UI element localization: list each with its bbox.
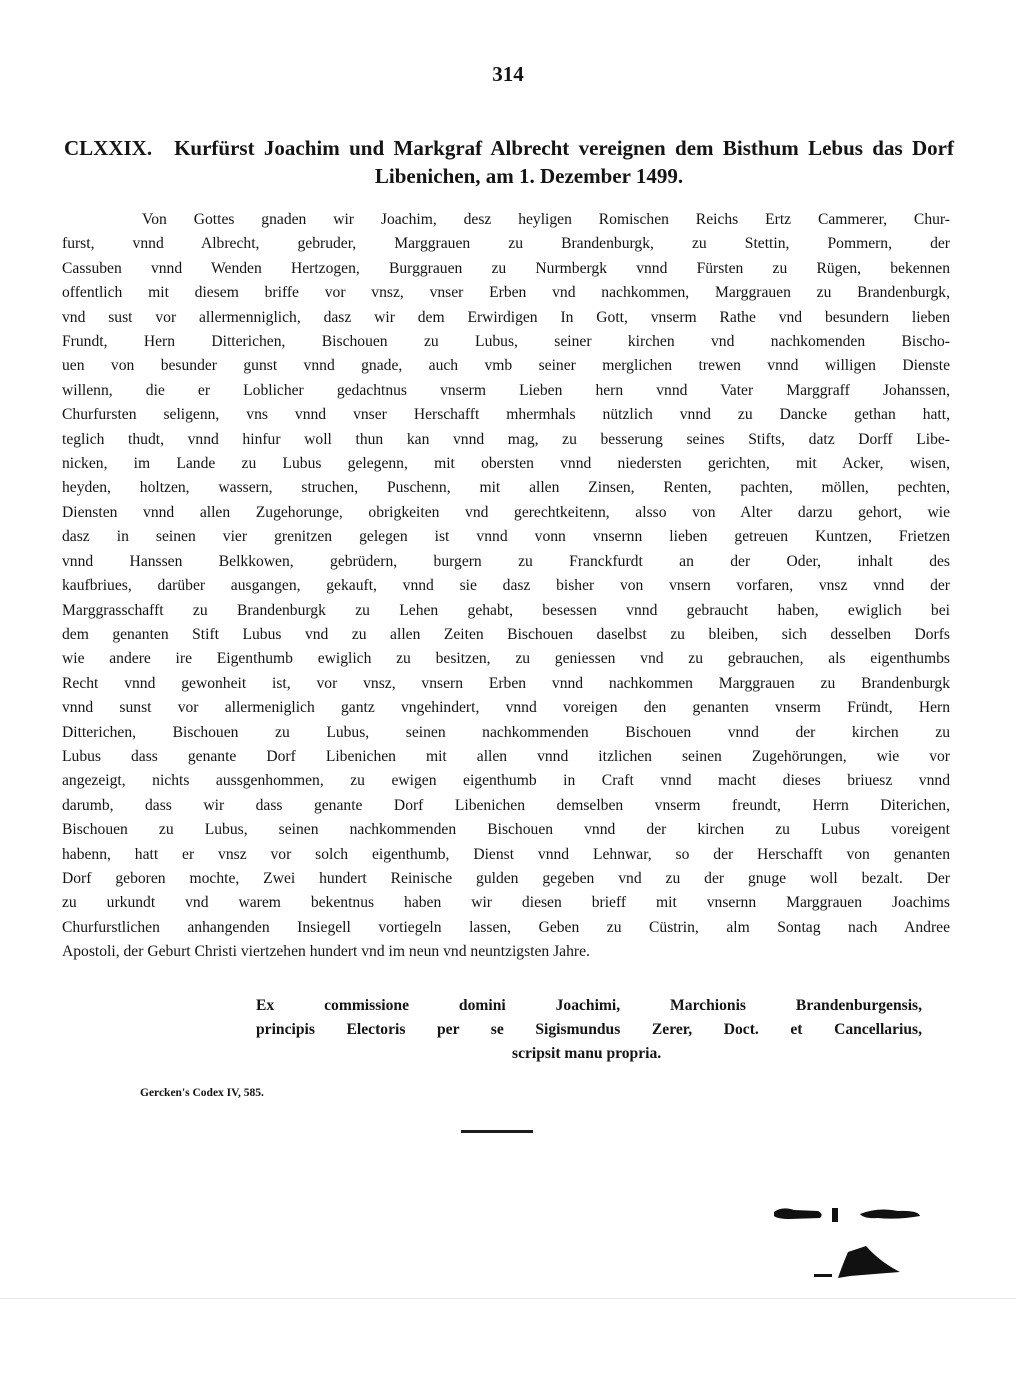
- document-body: [62, 208, 950, 965]
- body-line: furst, vnnd Albrecht, gebruder, Marggrauen zu Brandenburgk, zu Stettin, Pommern, der: [62, 235, 950, 253]
- signature-line-2: principis Electoris per se Sigismundus Zerer, Doct. et Cancellarius,: [256, 1021, 922, 1038]
- body-line: dem genanten Stift Lubus vnd zu allen Zeiten Bischouen daselbst zu bleiben, sich desselben Dorfs: [62, 625, 950, 643]
- body-line: kaufbriues, darüber ausgangen, gekauft, vnnd sie dasz bisher von vnsern vorfaren, vnsz vnnd der: [62, 577, 950, 595]
- body-line: angezeigt, nichts aussgenhommen, zu ewigen eigenthumb in Craft vnnd macht dieses briuesz vnnd: [62, 772, 950, 790]
- document-heading: [64, 134, 954, 190]
- body-line: darumb, dass wir dass genante Dorf Libenichen demselben vnserm freundt, Herrn Diterichen,: [62, 796, 950, 814]
- scan-artifact-mark: [768, 1202, 928, 1287]
- body-line: Marggrasschafft zu Brandenburgk zu Lehen gehabt, besessen vnnd gebraucht haben, ewiglich bei: [62, 601, 950, 619]
- signature-line-1: Ex commissione domini Joachimi, Marchionis Brandenburgensis,: [256, 997, 922, 1014]
- body-line: Frundt, Hern Ditterichen, Bischouen zu Lubus, seiner kirchen vnd nachkomenden Bischo-: [62, 333, 950, 351]
- body-line: nicken, im Lande zu Lubus gelegenn, mit obersten vnnd niedersten gerichten, mit Acker, wisen,: [62, 455, 950, 473]
- section-divider: [461, 1130, 533, 1133]
- body-line: offentlich mit diesem briffe vor vnsz, vnser Erben vnd nachkommen, Marggrauen zu Brandenburgk,: [62, 284, 950, 302]
- body-line: Churfursten seligenn, vns vnnd vnser Herschafft mhermhals nützlich vnnd zu Dancke gethan hatt,: [62, 406, 950, 424]
- body-line: Lubus dass genante Dorf Libenichen mit allen vnnd itzlichen seinen Zugehörungen, wie vor: [62, 747, 950, 765]
- signature-line-3: scripsit manu propria.: [512, 1045, 662, 1062]
- heading-title-line-2: Libenichen, am 1. Dezember 1499.: [374, 164, 684, 188]
- heading-number: CLXXIX.: [64, 136, 153, 160]
- body-line: habenn, hatt er vnsz vor solch eigenthumb, Dienst vnnd Lehnwar, so der Herschafft von genanten: [62, 845, 950, 863]
- heading-line-1: [64, 134, 954, 162]
- body-line: Dorf geboren mochte, Zwei hundert Reinische gulden gegeben vnd zu der gnuge woll bezalt. Der: [62, 869, 950, 887]
- body-line: teglich thudt, vnnd hinfur woll thun kan vnnd mag, zu besserung seines Stifts, datz Dorff Libe-: [62, 430, 950, 448]
- body-line: willenn, die er Loblicher gedachtnus vnserm Lieben hern vnnd Vater Marggraff Johanssen,: [62, 381, 950, 399]
- body-line: vnnd sunst vor allermeniglich gantz vngehindert, vnnd voreigen den genanten vnserm Fründt, Hern: [62, 699, 950, 717]
- body-line: heyden, holtzen, wassern, struchen, Puschenn, mit allen Zinsen, Renten, pachten, möllen, pechten,: [62, 479, 950, 497]
- heading-title-line-1: Kurfürst Joachim und Markgraf Albrecht vereignen dem Bisthum Lebus das Dorf: [174, 136, 954, 160]
- body-line: vnnd Hanssen Belkkowen, gebrüdern, burgern zu Franckfurdt an der Oder, inhalt des: [62, 552, 950, 570]
- stock-footer-bar: [0, 1298, 1016, 1391]
- source-citation: Gercken's Codex IV, 585.: [140, 1087, 264, 1099]
- body-line: dasz in seinen vier grenitzen gelegen ist vnnd vonn vnsernn lieben getreuen Kuntzen, Frietzen: [62, 528, 950, 546]
- body-line: Recht vnnd gewonheit ist, vor vnsz, vnsern Erben vnnd nachkommen Marggrauen zu Brandenburgk: [62, 674, 950, 692]
- body-line: wie andere ire Eigenthumb ewiglich zu besitzen, zu geniessen vnd zu gebrauchen, als eigenthumbs: [62, 650, 950, 668]
- page-number: 314: [492, 62, 524, 86]
- body-line: Ditterichen, Bischouen zu Lubus, seinen nachkommenden Bischouen vnnd der kirchen zu: [62, 723, 950, 741]
- body-line: uen von besunder gunst vnnd gnade, auch vmb seiner merglichen trewen vnnd willigen Dienste: [62, 357, 950, 375]
- body-line: Diensten vnnd allen Zugehorunge, obrigkeiten vnd gerechtkeitenn, alsso von Alter darzu gehort, wie: [62, 503, 950, 521]
- body-line: zu urkundt vnd warem bekentnus haben wir diesen brieff mit vnsernn Marggrauen Joachims: [62, 894, 950, 912]
- body-line: Von Gottes gnaden wir Joachim, desz heyligen Romischen Reichs Ertz Cammerer, Chur-: [142, 211, 950, 228]
- body-line: vnd sust vor allermenniglich, dasz wir dem Erwirdigen In Gott, vnserm Rathe vnd besundern lieben: [62, 308, 950, 326]
- body-line: Churfurstlichen anhangenden Insiegell vortiegeln lassen, Geben zu Cüstrin, alm Sontag nach Andree: [62, 918, 950, 936]
- body-line: Bischouen zu Lubus, seinen nachkommenden Bischouen vnnd der kirchen zu Lubus voreigent: [62, 821, 950, 839]
- body-line: Cassuben vnnd Wenden Hertzogen, Burggrauen zu Nurmbergk vnnd Fürsten zu Rügen, bekennen: [62, 259, 950, 277]
- body-line: Apostoli, der Geburt Christi viertzehen hundert vnd im neun vnd neuntzigsten Jahre.: [62, 943, 590, 961]
